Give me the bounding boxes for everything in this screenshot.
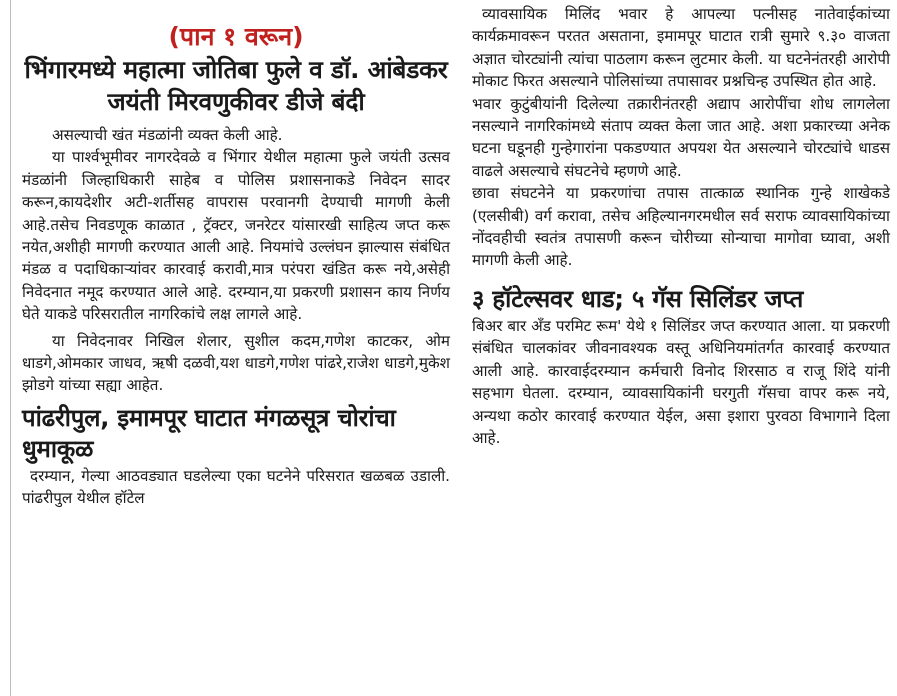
column-rule <box>10 0 11 696</box>
article-paragraph: या पार्श्वभूमीवर नागरदेवळे व भिंगार येथील महात्मा फुले जयंती उत्सव मंडळांनी जिल्हाधिकारी साहेब व पोलिस प्रशासनाकडे निवेदन सादर करून,कायदेशीर अटी-शर्तीसह वापरास परवानगी देण्याची मागणी केली आहे.तसेच निवडणूक काळात , ट्रॅक्टर, जनरेटर यांसारखी साहित्य जप्त करू नयेत,अशीही मागणी करण्यात आली आहे. नियमांचे उल्लंघन झाल्यास संबंधित मंडळ व पदाधिकाऱ्यांवर कारवाई करावी,मात्र परंपरा खंडित करू नये,असेही निवेदनात नमूद करण्यात आले आहे. दरम्यान,या प्रकरणी प्रशासन काय निर्णय घेते याकडे परिसरातील नागरिकांचे लक्ष लागले आहे. <box>22 148 450 324</box>
article-paragraph: असल्याची खंत मंडळांनी व्यक्त केली आहे. <box>52 126 283 144</box>
sub-headline: ३ हॉटेल्सवर धाड; ५ गॅस सिलिंडर जप्त <box>472 284 804 313</box>
left-column <box>22 0 450 510</box>
article-paragraph: छावा संघटनेने या प्रकरणांचा तपास तात्काळ स्थानिक गुन्हे शाखेकडे (एलसीबी) वर्ग करावा, तसेच अहिल्यानगरमधील सर्व सराफ व्यावसायिकांच्या नोंदवहीची स्वतंत्र तपासणी करून चोरीच्या सोन्याचा मागोवा घ्यावा, अशी मागणी केली आहे. <box>472 184 890 270</box>
right-column <box>472 0 890 449</box>
article-paragraph: दरम्यान, गेल्या आठवड्यात घडलेल्या एका घटनेने परिसरात खळबळ उडाली. पांढरीपुल येथील हॉटेल <box>22 466 450 508</box>
main-headline: भिंगारमध्ये महात्मा जोतिबा फुले व डॉ. आंबेडकर जयंती मिरवणुकीवर डीजे बंदी <box>24 55 448 116</box>
article-paragraph: बिअर बार अँड परमिट रूम' येथे १ सिलिंडर जप्त करण्यात आला. या प्रकरणी संबंधित चालकांवर जीवनावश्यक वस्तू अधिनियमांतर्गत कारवाई करण्यात आली आहे. कारवाईदरम्यान कर्मचारी विनोद शिरसाठ व राजू शिंदे यांनी सहभाग घेतला. दरम्यान, व्यावसायिकांनी घरगुती गॅसचा वापर करू नये, अन्यथा कठोर कारवाई करण्यात येईल, असा इशारा पुरवठा विभागाने दिला आहे. <box>472 316 890 447</box>
continued-from-page-label: (पान १ वरून) <box>168 22 304 51</box>
article-paragraph: व्यावसायिक मिलिंद भवार हे आपल्या पत्नीसह नातेवाईकांच्या कार्यक्रमावरून परतत असताना, इमामपूर घाटात रात्री सुमारे ९.३० वाजता अज्ञात चोरट्यांनी त्यांचा पाठलाग करून लुटमार केली. या घटनेनंतरही आरोपी मोकाट फिरत असल्याने पोलिसांच्या तपासावर प्रश्नचिन्ह उपस्थित होत आहे. <box>472 5 890 91</box>
article-paragraph: भवार कुटुंबीयांनी दिलेल्या तक्रारीनंतरही अद्याप आरोपींचा शोध लागलेला नसल्याने नागरिकांमध्ये संताप व्यक्त केला जात आहे. अशा प्रकारच्या अनेक घटना घडूनही गुन्हेगारांना पकडण्यात अपयश येत असल्याने चोरट्यांचे धाडस वाढले असल्याचे संघटनेचे म्हणणे आहे. <box>472 94 890 180</box>
article-paragraph: या निवेदनावर निखिल शेलार, सुशील कदम,गणेश काटकर, ओम धाडगे,ओमकार जाधव, ऋषी दळवी,यश धाडगे,गणेश पांढरे,राजेश धाडगे,मुकेश झोडगे यांच्या सह्या आहेत. <box>22 331 450 395</box>
sub-headline: पांढरीपुल, इमामपूर घाटात मंगळसूत्र चोरांचा धुमाकूळ <box>22 403 396 463</box>
